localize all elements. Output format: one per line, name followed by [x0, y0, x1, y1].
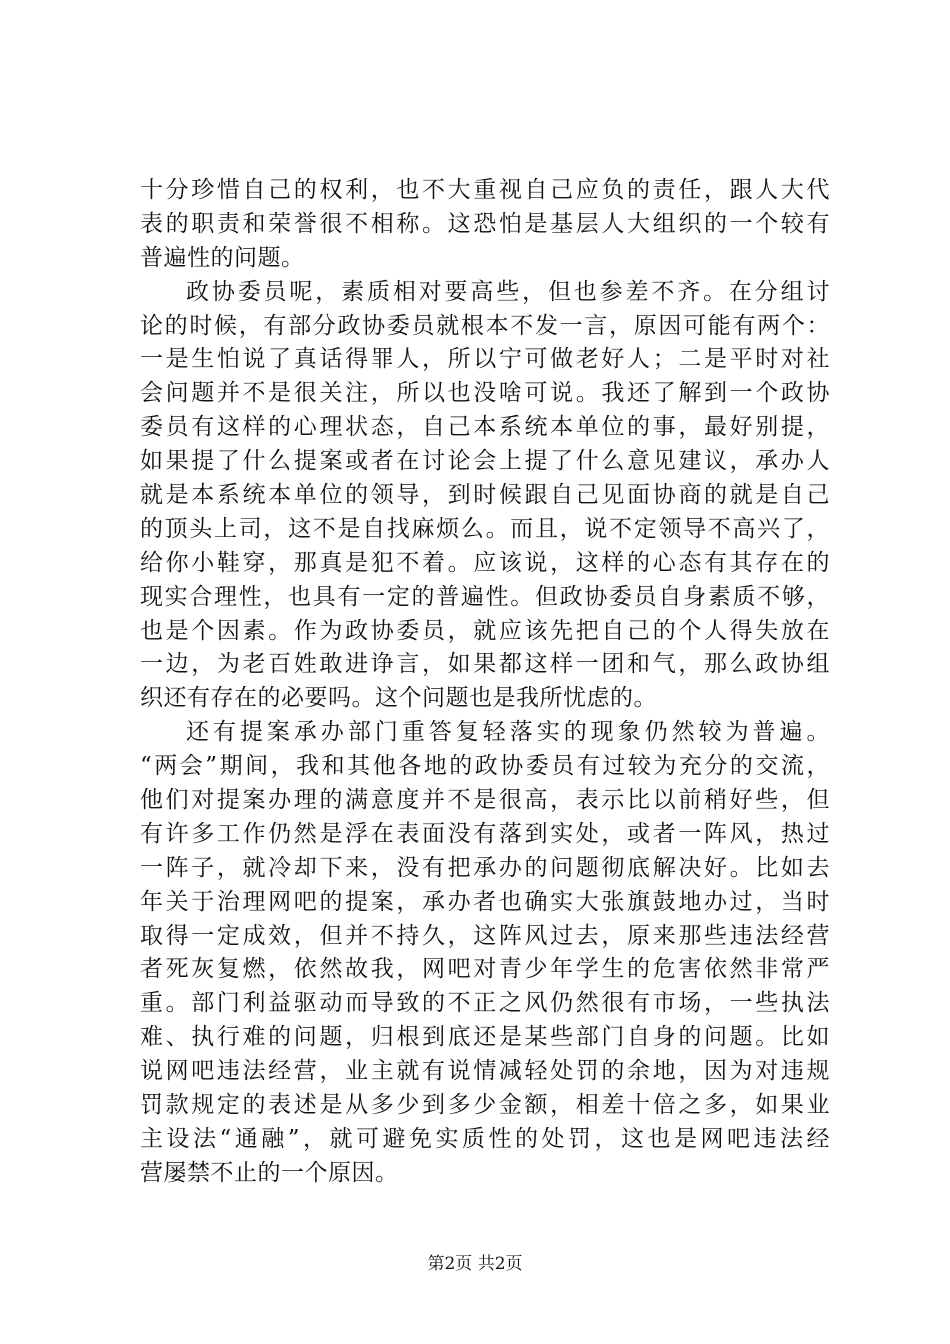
text-line: 普遍性的问题。 [140, 244, 305, 271]
text-line: 织还有存在的必要吗。这个问题也是我所忧虑的。 [140, 685, 657, 712]
text-line: 论的时候，有部分政协委员就根本不发一言，原因可能有两个： [140, 312, 830, 339]
document-body [140, 174, 830, 1191]
paragraph-1 [140, 174, 830, 276]
text-line: 者死灰复燃，依然故我，网吧对青少年学生的危害依然非常严 [140, 956, 830, 983]
paragraph-2 [140, 276, 830, 717]
text-line: 政协委员呢，素质相对要高些，但也参差不齐。在分组讨 [186, 278, 830, 305]
text-line: 一是生怕说了真话得罪人，所以宁可做老好人；二是平时对社 [140, 346, 830, 373]
text-line: 委员有这样的心理状态，自己本系统本单位的事，最好别提， [140, 414, 830, 441]
text-line: 罚款规定的表述是从多少到多少金额，相差十倍之多，如果业 [140, 1092, 830, 1119]
text-line: 也是个因素。作为政协委员，就应该先把自己的个人得失放在 [140, 617, 830, 644]
text-line: “两会”期间，我和其他各地的政协委员有过较为充分的交流， [140, 753, 830, 780]
text-line: 有许多工作仍然是浮在表面没有落到实处，或者一阵风，热过 [140, 820, 830, 847]
text-line: 难、执行难的问题，归根到底还是某些部门自身的问题。比如 [140, 1024, 830, 1051]
text-line: 的顶头上司，这不是自找麻烦么。而且，说不定领导不高兴了， [140, 515, 830, 542]
text-line: 年关于治理网吧的提案，承办者也确实大张旗鼓地办过，当时 [140, 888, 830, 915]
text-line: 会问题并不是很关注，所以也没啥可说。我还了解到一个政协 [140, 380, 830, 407]
text-line: 一边，为老百姓敢进诤言，如果都这样一团和气，那么政协组 [140, 651, 830, 678]
text-line: 现实合理性，也具有一定的普遍性。但政协委员自身素质不够， [140, 583, 830, 610]
text-line: 如果提了什么提案或者在讨论会上提了什么意见建议，承办人 [140, 448, 830, 475]
text-line: 就是本系统本单位的领导，到时候跟自己见面协商的就是自己 [140, 482, 830, 509]
text-line: 营屡禁不止的一个原因。 [140, 1159, 399, 1186]
paragraph-3 [140, 716, 830, 1190]
text-line: 说网吧违法经营，业主就有说情减轻处罚的余地，因为对违规 [140, 1058, 830, 1085]
text-line: 重。部门利益驱动而导致的不正之风仍然很有市场，一些执法 [140, 990, 830, 1017]
text-line: 十分珍惜自己的权利，也不大重视自己应负的责任，跟人大代 [140, 177, 830, 203]
text-line: 表的职责和荣誉很不相称。这恐怕是基层人大组织的一个较有 [140, 210, 830, 237]
text-line: 主设法“通融”，就可避免实质性的处罚，这也是网吧违法经 [140, 1125, 830, 1152]
text-line: 一阵子，就冷却下来，没有把承办的问题彻底解决好。比如去 [140, 854, 830, 881]
text-line: 取得一定成效，但并不持久，这阵风过去，原来那些违法经营 [140, 922, 830, 949]
text-line: 还有提案承办部门重答复轻落实的现象仍然较为普遍。 [186, 719, 830, 746]
text-line: 他们对提案办理的满意度并不是很高，表示比以前稍好些，但 [140, 787, 830, 814]
page-footer [0, 1254, 950, 1274]
text-line: 给你小鞋穿，那真是犯不着。应该说，这样的心态有其存在的 [140, 549, 830, 576]
page-number-label: 第2页 共2页 [427, 1254, 523, 1274]
